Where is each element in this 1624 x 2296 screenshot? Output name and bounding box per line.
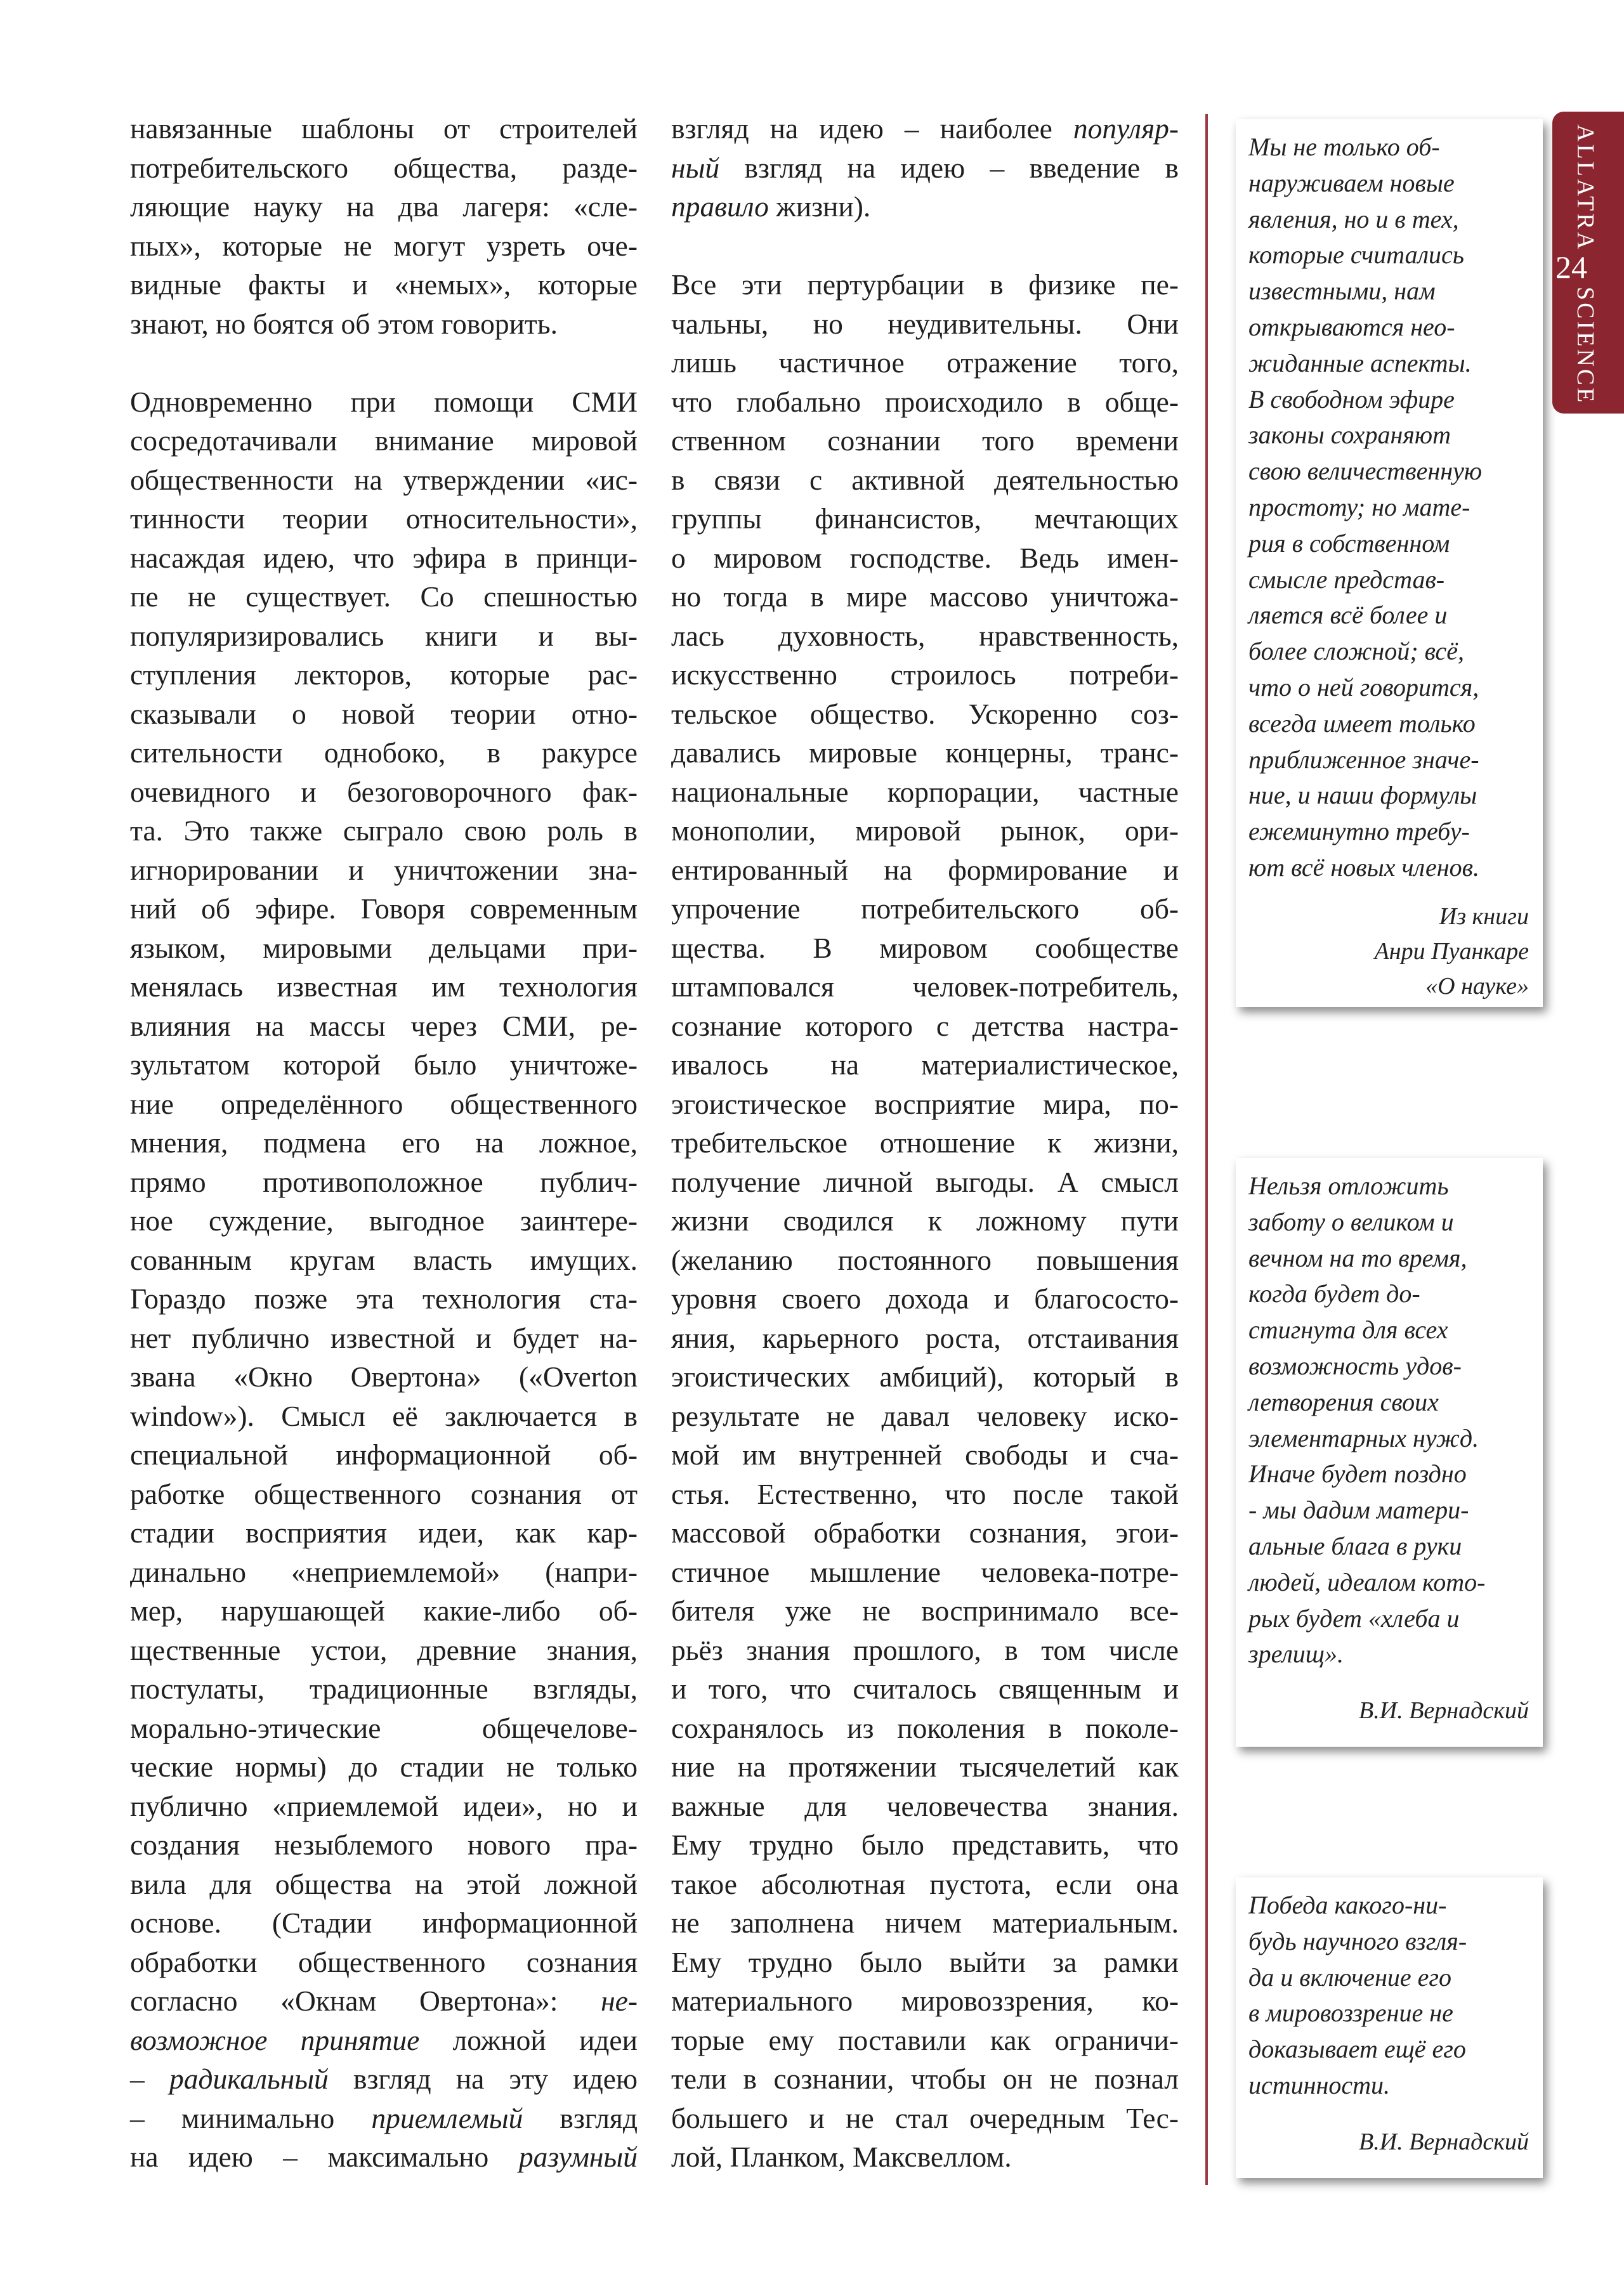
text-line: национальные корпорации, частные: [671, 775, 1179, 808]
text-line: вила для общества на этой ложной: [130, 1867, 638, 1900]
text-line: важные для человечества знания.: [671, 1789, 1179, 1822]
quote-line: людей, идеалом кото-: [1248, 1567, 1486, 1596]
quote-line: приближенное значе-: [1248, 745, 1479, 774]
text-line: возможное принятие ложной идеи: [130, 2023, 638, 2056]
text-line: потребительского общества, разде-: [130, 151, 638, 184]
quote-source-line: Из книги: [1439, 903, 1529, 930]
text-line: лой, Планком, Максвеллом.: [671, 2141, 1012, 2173]
quote-box-poincare: [1236, 119, 1543, 1007]
quote-source-line: «О науке»: [1425, 973, 1529, 1000]
quote-source: [1359, 2125, 1529, 2160]
quote-line: смысле представ-: [1248, 564, 1445, 594]
text-line: основе. (Стадии информационной: [130, 1907, 638, 1939]
quote-source-line: В.И. Вернадский: [1359, 1697, 1529, 1724]
quote-line: которые считались: [1248, 240, 1464, 270]
text-line: что глобально происходило в обще-: [671, 385, 1179, 418]
quote-source: [1359, 1693, 1529, 1728]
text-line: такое абсолютная пустота, если она: [671, 1867, 1179, 1900]
text-line: но тогда в мире массово уничтожа-: [671, 580, 1179, 613]
quote-line: да и включение его: [1248, 1962, 1452, 1992]
text-line: упрочение потребительского об-: [671, 892, 1179, 925]
quote-line: летворения своих: [1248, 1387, 1439, 1416]
text-line: массовой обработки сознания, эгои-: [671, 1517, 1179, 1549]
text-line: ственном сознании того времени: [671, 424, 1179, 457]
quote-line: зрелищ».: [1248, 1640, 1344, 1669]
text-line: лишь частичное отражение того,: [671, 346, 1179, 379]
quote-line: доказывает ещё его: [1248, 2035, 1466, 2064]
text-line: работке общественного сознания от: [130, 1477, 638, 1510]
text-line: знают, но боятся об этом говорить.: [130, 307, 558, 340]
quote-line: рия в собственном: [1248, 528, 1450, 558]
text-line: динально «неприемлемой» (напри-: [130, 1555, 638, 1588]
text-line: window»). Смысл её заключается в: [130, 1399, 638, 1432]
quote-line: открываются нео-: [1248, 312, 1455, 341]
text-line: ляющие науку на два лагеря: «сле-: [130, 190, 638, 223]
text-line: ентированный на формирование и: [671, 853, 1179, 886]
quote-line: Победа какого-ни-: [1248, 1891, 1447, 1919]
text-line: сознание которого с детства настра-: [671, 1009, 1179, 1042]
text-line: рьёз знания прошлого, в том числе: [671, 1633, 1179, 1666]
text-line: пых», которые не могут узреть оче-: [130, 229, 638, 262]
text-line: Все эти пертурбации в физике пе-: [671, 268, 1179, 301]
quote-box-vernadsky-1: [1236, 1158, 1543, 1747]
brand-word-allatra: ALLATRA: [1572, 124, 1599, 252]
text-line: звана «Окно Овертона» («Overton: [130, 1360, 638, 1393]
text-line: группы финансистов, мечтающих: [671, 502, 1179, 535]
quote-line: ют всё новых членов.: [1248, 852, 1479, 882]
text-line: щества. В мировом сообществе: [671, 931, 1179, 964]
text-line: чальны, но неудивительны. Они: [671, 307, 1179, 340]
text-column-left: [130, 109, 638, 2177]
text-line: та. Это также сыграло свою роль в: [130, 814, 638, 847]
text-line: бителя уже не воспринимало все-: [671, 1595, 1179, 1627]
text-line: ние на протяжении тысячелетий как: [671, 1751, 1179, 1783]
text-line: языком, мировыми дельцами при-: [130, 931, 638, 964]
text-line: материального мировоззрения, ко-: [671, 1985, 1179, 2017]
text-line: эгоистическое восприятие мира, по-: [671, 1087, 1179, 1120]
text-line: сительности однобоко, в ракурсе: [130, 736, 638, 769]
text-line: Ему трудно было представить, что: [671, 1829, 1179, 1861]
quote-line: законы сохраняют: [1248, 421, 1451, 450]
text-line: сосредотачивали внимание мировой: [130, 424, 638, 457]
text-line: согласно «Окнам Овертона»: не-: [130, 1985, 638, 2017]
text-line: ческие нормы) до стадии не только: [130, 1751, 638, 1783]
quote-line: стигнута для всех: [1248, 1315, 1448, 1345]
text-line: Ему трудно было выйти за рамки: [671, 1945, 1179, 1978]
paragraph-break: [130, 343, 638, 382]
page-number: 24: [1555, 249, 1587, 285]
quote-text: [1248, 129, 1482, 886]
text-line: нет публично известной и будет на-: [130, 1321, 638, 1354]
quote-source: [1375, 899, 1529, 1004]
text-line: насаждая идею, что эфира в принци-: [130, 541, 638, 574]
quote-line: ежеминутно требу-: [1248, 817, 1470, 846]
quote-line: возможность удов-: [1248, 1351, 1462, 1380]
quote-box-vernadsky-2: [1236, 1877, 1543, 2178]
quote-line: более сложной; всё,: [1248, 637, 1464, 666]
text-line: прямо противоположное публич-: [130, 1165, 638, 1198]
text-line: штамповался человек-потребитель,: [671, 970, 1179, 1003]
quote-line: жиданные аспекты.: [1248, 348, 1472, 377]
text-line: монополии, мировой рынок, ори-: [671, 814, 1179, 847]
text-line: популяризировались книги и вы-: [130, 619, 638, 652]
text-line: (желанию постоянного повышения: [671, 1243, 1179, 1276]
text-line: публично «приемлемой идеи», но и: [130, 1789, 638, 1822]
quote-line: известными, нам: [1248, 277, 1436, 306]
text-line: общественности на утверждении «ис-: [130, 463, 638, 496]
quote-source-line: Анри Пуанкаре: [1374, 938, 1529, 965]
quote-text: [1248, 1168, 1485, 1673]
text-line: мой им внутренней свободы и сча-: [671, 1438, 1179, 1471]
text-line: создания незыблемого нового пра-: [130, 1829, 638, 1861]
column-divider: [1205, 114, 1208, 2185]
quote-line: ние, и наши формулы: [1248, 781, 1477, 810]
brand-word-science: SCIENCE: [1572, 287, 1599, 405]
quote-line: - мы дадим матери-: [1248, 1496, 1469, 1525]
text-line: не заполнена ничем материальным.: [671, 1907, 1179, 1939]
quote-source-line: В.И. Вернадский: [1359, 2129, 1529, 2155]
quote-line: истинности.: [1248, 2070, 1390, 2099]
quote-line: альные блага в руки: [1248, 1531, 1462, 1560]
quote-text: [1248, 1888, 1467, 2104]
text-line: менялась известная им технология: [130, 970, 638, 1003]
quote-line: когда будет до-: [1248, 1279, 1420, 1308]
text-line: уровня своего дохода и благососто-: [671, 1282, 1179, 1315]
text-line: эгоистических амбиций), который в: [671, 1360, 1179, 1393]
text-line: тинности теории относительности»,: [130, 502, 638, 535]
text-line: ступления лекторов, которые рас-: [130, 658, 638, 691]
text-line: тели в сознании, чтобы он не познал: [671, 2063, 1179, 2095]
text-line: требительское отношение к жизни,: [671, 1126, 1179, 1159]
text-line: большего и не стал очередным Тес-: [671, 2101, 1179, 2134]
text-line: постулаты, традиционные взгляды,: [130, 1673, 638, 1705]
text-line: яния, карьерного роста, отстаивания: [671, 1321, 1179, 1354]
text-line: торые ему поставили как ограничи-: [671, 2023, 1179, 2056]
quote-line: вечном на то время,: [1248, 1243, 1467, 1272]
text-line: стадии восприятия идеи, как кар-: [130, 1517, 638, 1549]
text-line: специальной информационной об-: [130, 1438, 638, 1471]
quote-line: рых будет «хлеба и: [1248, 1603, 1460, 1633]
text-line: ние определённого общественного: [130, 1087, 638, 1120]
text-column-middle: [671, 109, 1179, 2177]
quote-line: свою величественную: [1248, 457, 1483, 486]
quote-line: в мировоззрение не: [1248, 1999, 1453, 2028]
text-line: ное суждение, выгодное заинтере-: [130, 1204, 638, 1237]
text-line: взгляд на идею – наиболее популяр-: [671, 112, 1179, 145]
text-line: сказывали о новой теории отно-: [130, 697, 638, 730]
text-line: морально-этические общечелове-: [130, 1711, 638, 1744]
text-line: влияния на массы через СМИ, ре-: [130, 1009, 638, 1042]
text-line: навязанные шаблоны от строителей: [130, 112, 638, 145]
text-line: искусственно строилось потреби-: [671, 658, 1179, 691]
paragraph-break: [671, 226, 1179, 266]
text-line: пе не существует. Со спешностью: [130, 580, 638, 613]
quote-line: Мы не только об-: [1248, 133, 1440, 161]
text-line: обработки общественного сознания: [130, 1945, 638, 1978]
text-line: о мировом господстве. Ведь имен-: [671, 541, 1179, 574]
quote-line: что о ней говорится,: [1248, 672, 1479, 701]
text-line: сованным кругам власть имущих.: [130, 1243, 638, 1276]
text-line: щественные устои, древние знания,: [130, 1633, 638, 1666]
text-line: получение личной выгоды. А смысл: [671, 1165, 1179, 1198]
text-line: правило жизни).: [671, 190, 871, 223]
text-line: и того, что считалось священным и: [671, 1673, 1179, 1705]
text-line: мнения, подмена его на ложное,: [130, 1126, 638, 1159]
text-line: на идею – максимально разумный: [130, 2141, 638, 2173]
text-line: ивалось на материалистическое,: [671, 1048, 1179, 1081]
text-line: жизни сводился к ложному пути: [671, 1204, 1179, 1237]
text-line: стья. Естественно, что после такой: [671, 1477, 1179, 1510]
text-line: – минимально приемлемый взгляд: [130, 2101, 638, 2134]
text-line: в связи с активной деятельностью: [671, 463, 1179, 496]
quote-line: будь научного взгля-: [1248, 1926, 1467, 1955]
text-line: ный взгляд на идею – введение в: [671, 151, 1179, 184]
quote-line: элементарных нужд.: [1248, 1423, 1479, 1452]
quote-line: заботу о великом и: [1248, 1207, 1454, 1236]
text-line: игнорировании и уничтожении зна-: [130, 853, 638, 886]
text-line: стичное мышление человека-потре-: [671, 1555, 1179, 1588]
text-line: лась духовность, нравственность,: [671, 619, 1179, 652]
text-line: результате не давал человеку иско-: [671, 1399, 1179, 1432]
text-line: – радикальный взгляд на эту идею: [130, 2063, 638, 2095]
text-line: мер, нарушающей какие-либо об-: [130, 1595, 638, 1627]
text-line: видные факты и «немых», которые: [130, 268, 638, 301]
text-line: Гораздо позже эта технология ста-: [130, 1282, 638, 1315]
text-line: Одновременно при помощи СМИ: [130, 385, 638, 418]
quote-line: явления, но и в тех,: [1248, 204, 1459, 233]
quote-line: простоту; но мате-: [1248, 492, 1470, 521]
text-line: зультатом которой было уничтоже-: [130, 1048, 638, 1081]
quote-line: всегда имеет только: [1248, 708, 1476, 738]
text-line: давались мировые концерны, транс-: [671, 736, 1179, 769]
quote-line: Нельзя отложить: [1248, 1171, 1449, 1200]
quote-line: наруживаем новые: [1248, 168, 1455, 197]
text-line: очевидного и безоговорочного фак-: [130, 775, 638, 808]
quote-line: ляется всё более и: [1248, 601, 1448, 630]
quote-line: Иначе будет поздно: [1248, 1459, 1467, 1489]
text-line: сохранялось из поколения в поколе-: [671, 1711, 1179, 1744]
text-line: ний об эфире. Говоря современным: [130, 892, 638, 925]
quote-line: В свободном эфире: [1248, 384, 1455, 414]
text-line: тельское общество. Ускоренно соз-: [671, 697, 1179, 730]
